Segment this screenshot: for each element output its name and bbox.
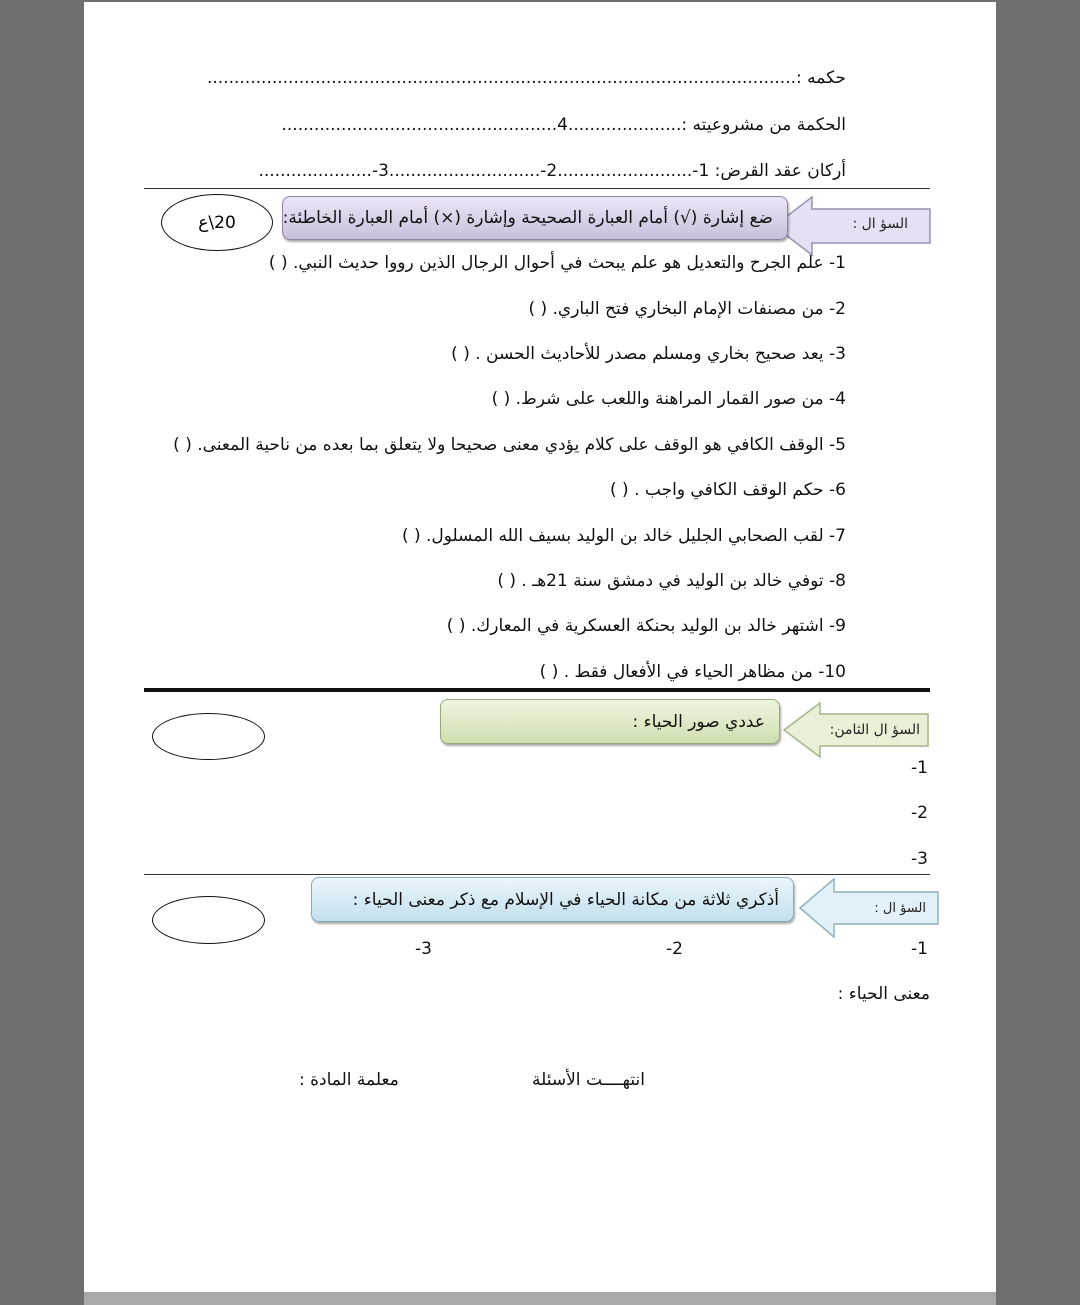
statement-6: 6- حكم الوقف الكافي واجب . ( ) [610,480,846,500]
arkan-qard-line: أركان عقد القرض: 1-.........................2-............................3-..................... [258,161,846,181]
statement-1: 1- علم الجرح والتعديل هو علم يبحث في أحوال الرجال الذين رووا حديث النبي. ( ) [268,253,846,273]
divider [144,188,930,189]
statement-10: 10- من مظاهر الحياء في الأفعال فقط . ( ) [539,662,846,682]
hikmah-mashruiyyah-line: الحكمة من مشروعيته :.....................4................................................... [281,115,846,135]
question-arrow-2 [782,701,932,759]
statement-5: 5- الوقف الكافي هو الوقف على كلام يؤدي معنى صحيحا ولا يتعلق بما بعده من ناحية المعنى. ( ) [173,435,846,455]
statement-4: 4- من صور القمار المراهنة واللعب على شرط. ( ) [491,389,846,409]
question-arrow-3-label: السؤ ال : [874,901,926,916]
section1-instruction-banner: ضع إشارة (√) أمام العبارة الصحيحة وإشارة (×) أمام العبارة الخاطئة: [282,196,788,240]
score-oval-3 [152,896,265,944]
answer-1: 1- [911,939,928,959]
question-arrow-3 [798,877,942,939]
section3-instruction-banner: أذكري ثلاثة من مكانة الحياء في الإسلام مع ذكر معنى الحياء : [311,877,794,922]
statement-3: 3- يعد صحيح بخاري ومسلم مصدر للأحاديث الحسن . ( ) [451,344,846,364]
end-of-questions: انتهــــت الأسئلة [532,1070,645,1090]
answer-3: 3- [911,849,928,869]
statement-8: 8- توفي خالد بن الوليد في دمشق سنة 21هـ . ( ) [497,571,846,591]
teacher-label: معلمة المادة : [299,1070,399,1090]
answer-2: 2- [911,803,928,823]
statement-7: 7- لقب الصحابي الجليل خالد بن الوليد بسيف الله المسلول. ( ) [401,526,846,546]
answer-3: 3- [415,939,432,959]
question-arrow-1 [772,195,934,257]
statement-2: 2- من مصنفات الإمام البخاري فتح الباري. ( ) [528,299,846,319]
score-oval-1: 20\ع [161,194,273,251]
hikmah-line: حكمه :............................................................................................................. [207,68,846,88]
thick-divider [144,688,930,692]
question-arrow-1-label: السؤ ال : [852,216,908,232]
exam-page [84,2,996,1292]
bottom-bar [84,1292,996,1305]
section2-instruction-banner: عددي صور الحياء : [440,699,780,744]
answer-1: 1- [911,758,928,778]
divider [144,874,930,875]
answer-2: 2- [666,939,683,959]
statement-9: 9- اشتهر خالد بن الوليد بحنكة العسكرية في المعارك. ( ) [446,616,846,636]
question-arrow-2-label: السؤ ال الثامن: [829,722,920,738]
meaning-label: معنى الحياء : [837,984,930,1004]
score-oval-2 [152,713,265,760]
